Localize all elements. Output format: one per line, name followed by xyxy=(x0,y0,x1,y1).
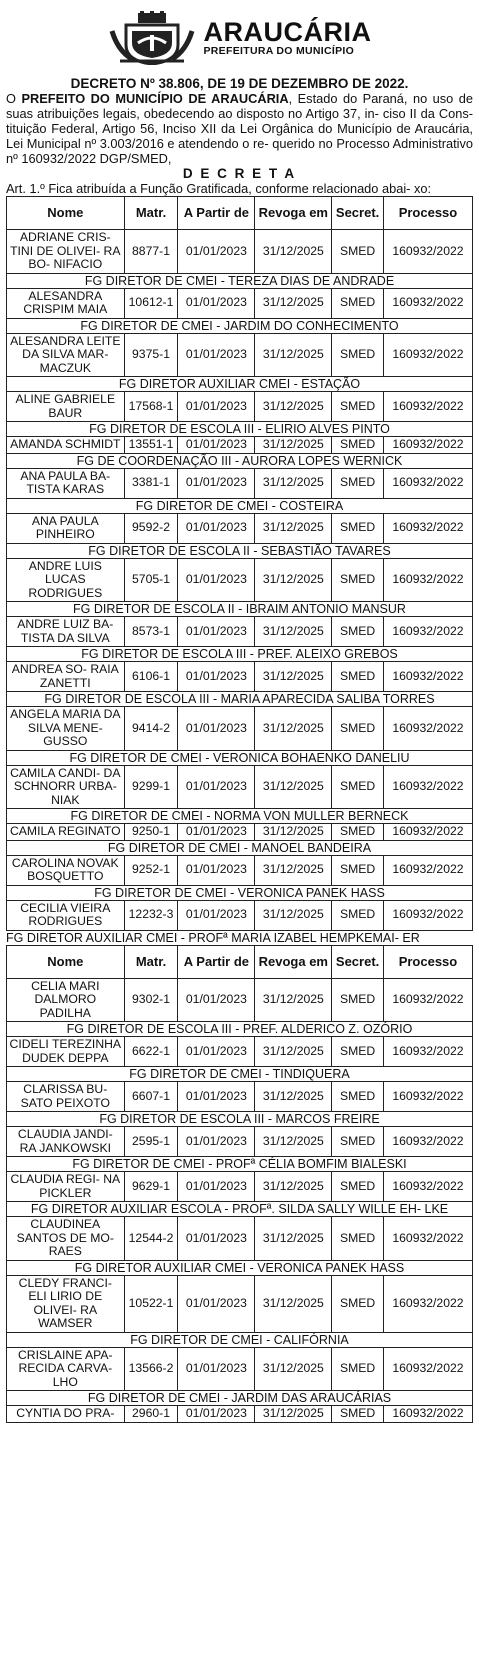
cell-processo: 160932/2022 xyxy=(383,1406,472,1423)
cell-apartir: 01/01/2023 xyxy=(178,230,255,274)
cell-processo: 160932/2022 xyxy=(383,230,472,274)
col-apartir: A Partir de xyxy=(178,197,255,230)
cell-nome: CECILIA VIEIRA RODRIGUES xyxy=(7,900,125,930)
function-row xyxy=(7,840,473,855)
table-row xyxy=(7,468,473,498)
cell-apartir: 01/01/2023 xyxy=(178,288,255,318)
table-row xyxy=(7,1347,473,1391)
cell-revoga: 31/12/2025 xyxy=(255,1275,332,1332)
cell-apartir: 01/01/2023 xyxy=(178,978,255,1022)
function-label: FG DIRETOR DE ESCOLA III - PREF. ALEIXO GREBOS xyxy=(7,647,473,662)
cell-secret: SMED xyxy=(332,230,384,274)
col-matr: Matr. xyxy=(124,197,178,230)
cell-matr: 9375-1 xyxy=(124,333,178,377)
cell-apartir: 01/01/2023 xyxy=(178,662,255,692)
cell-processo: 160932/2022 xyxy=(383,333,472,377)
function-label: FG DIRETOR DE ESCOLA III - PREF. ALDERICO Z. OZÓRIO xyxy=(7,1022,473,1037)
cell-secret: SMED xyxy=(332,1347,384,1391)
cell-secret: SMED xyxy=(332,1082,384,1112)
col-revoga: Revoga em xyxy=(255,197,332,230)
cell-nome: CLEDY FRANCI- ELI LIRIO DE OLIVEI- RA WAMSER xyxy=(7,1275,125,1332)
function-label: FG DIRETOR DE CMEI - NORMA VON MULLER BERNECK xyxy=(7,809,473,824)
cell-revoga: 31/12/2025 xyxy=(255,333,332,377)
function-label: FG DIRETOR DE ESCOLA III - ELIRIO ALVES PINTO xyxy=(7,422,473,437)
cell-processo: 160932/2022 xyxy=(383,1082,472,1112)
cell-processo: 160932/2022 xyxy=(383,1037,472,1067)
cell-nome: CIDELI TEREZINHA DUDEK DEPPA xyxy=(7,1037,125,1067)
function-row xyxy=(7,1022,473,1037)
table-row xyxy=(7,513,473,543)
function-label: FG DIRETOR DE CMEI - VERONICA BOHAENKO DANELIU xyxy=(7,750,473,765)
cell-revoga: 31/12/2025 xyxy=(255,900,332,930)
table-header-row xyxy=(7,945,473,978)
table-row xyxy=(7,1217,473,1261)
cell-processo: 160932/2022 xyxy=(383,288,472,318)
function-label: FG DIRETOR DE CMEI - COSTEIRA xyxy=(7,498,473,513)
cell-apartir: 01/01/2023 xyxy=(178,1406,255,1423)
cell-apartir: 01/01/2023 xyxy=(178,1172,255,1202)
cell-matr: 13551-1 xyxy=(124,437,178,454)
function-label: FG DIRETOR DE CMEI - PROFª CÉLIA BOMFIM BIALESKI xyxy=(7,1157,473,1172)
cell-secret: SMED xyxy=(332,1127,384,1157)
function-label: FG DIRETOR DE ESCOLA III - MARIA APARECIDA SALIBA TORRES xyxy=(7,692,473,707)
cell-matr: 6607-1 xyxy=(124,1082,178,1112)
cell-nome: CRISLAINE APA- RECIDA CARVA- LHO xyxy=(7,1347,125,1391)
cell-secret: SMED xyxy=(332,468,384,498)
cell-apartir: 01/01/2023 xyxy=(178,437,255,454)
function-row xyxy=(7,453,473,468)
cell-revoga: 31/12/2025 xyxy=(255,617,332,647)
cell-nome: ALESANDRA CRISPIM MAIA xyxy=(7,288,125,318)
function-label: FG DIRETOR AUXILIAR ESCOLA - PROFª. SILDA SALLY WILLE EH- LKE xyxy=(7,1202,473,1217)
function-row xyxy=(7,809,473,824)
cell-apartir: 01/01/2023 xyxy=(178,707,255,751)
cell-matr: 8573-1 xyxy=(124,617,178,647)
cell-nome: CLARISSA BU- SATO PEIXOTO xyxy=(7,1082,125,1112)
cell-revoga: 31/12/2025 xyxy=(255,230,332,274)
function-row xyxy=(7,1332,473,1347)
cell-revoga: 31/12/2025 xyxy=(255,513,332,543)
function-row xyxy=(7,1202,473,1217)
cell-secret: SMED xyxy=(332,558,384,602)
cell-revoga: 31/12/2025 xyxy=(255,288,332,318)
cell-processo: 160932/2022 xyxy=(383,824,472,841)
cell-matr: 9299-1 xyxy=(124,765,178,809)
cell-nome: ANDREA SO- RAIA ZANETTI xyxy=(7,662,125,692)
function-row xyxy=(7,1067,473,1082)
cell-revoga: 31/12/2025 xyxy=(255,437,332,454)
col-secret: Secret. xyxy=(332,197,384,230)
loose-function-line: FG DIRETOR AUXILIAR CMEI - PROFª MARIA IZABEL HEMPKEMAI- ER xyxy=(6,930,420,945)
function-row xyxy=(7,647,473,662)
cell-apartir: 01/01/2023 xyxy=(178,1127,255,1157)
col-nome: Nome xyxy=(7,945,125,978)
function-row xyxy=(7,1157,473,1172)
cell-processo: 160932/2022 xyxy=(383,1275,472,1332)
table-row xyxy=(7,288,473,318)
cell-nome: ADRIANE CRIS- TINI DE OLIVEI- RA BO- NIFACIO xyxy=(7,230,125,274)
cell-apartir: 01/01/2023 xyxy=(178,1275,255,1332)
function-label: FG DIRETOR AUXILIAR CMEI - ESTAÇÃO xyxy=(7,377,473,392)
cell-nome: ANDRE LUIZ BA- TISTA DA SILVA xyxy=(7,617,125,647)
cell-matr: 9414-2 xyxy=(124,707,178,751)
decree-title: DECRETO Nº 38.806, DE 19 DE DEZEMBRO DE 2022. xyxy=(70,76,409,91)
table-row xyxy=(7,1275,473,1332)
cell-matr: 12544-2 xyxy=(124,1217,178,1261)
cell-apartir: 01/01/2023 xyxy=(178,617,255,647)
cell-secret: SMED xyxy=(332,707,384,751)
function-row xyxy=(7,1260,473,1275)
cell-matr: 10522-1 xyxy=(124,1275,178,1332)
cell-nome: ANA PAULA PINHEIRO xyxy=(7,513,125,543)
cell-processo: 160932/2022 xyxy=(383,662,472,692)
cell-processo: 160932/2022 xyxy=(383,707,472,751)
table-row xyxy=(7,1406,473,1423)
table-row xyxy=(7,333,473,377)
cell-processo: 160932/2022 xyxy=(383,617,472,647)
cell-apartir: 01/01/2023 xyxy=(178,558,255,602)
cell-secret: SMED xyxy=(332,288,384,318)
cell-nome: ANA PAULA BA- TISTA KARAS xyxy=(7,468,125,498)
function-row xyxy=(7,318,473,333)
cell-processo: 160932/2022 xyxy=(383,1172,472,1202)
cell-apartir: 01/01/2023 xyxy=(178,824,255,841)
table-row xyxy=(7,824,473,841)
preamble-lead: O xyxy=(6,91,22,106)
cell-apartir: 01/01/2023 xyxy=(178,1082,255,1112)
table-row xyxy=(7,1082,473,1112)
cell-revoga: 31/12/2025 xyxy=(255,1172,332,1202)
cell-revoga: 31/12/2025 xyxy=(255,765,332,809)
cell-apartir: 01/01/2023 xyxy=(178,468,255,498)
cell-matr: 5705-1 xyxy=(124,558,178,602)
cell-apartir: 01/01/2023 xyxy=(178,1347,255,1391)
function-row xyxy=(7,377,473,392)
function-row xyxy=(7,1391,473,1406)
cell-matr: 6106-1 xyxy=(124,662,178,692)
function-row xyxy=(7,273,473,288)
cell-processo: 160932/2022 xyxy=(383,468,472,498)
cell-nome: ALESANDRA LEITE DA SILVA MAR- MACZUK xyxy=(7,333,125,377)
cell-matr: 13566-2 xyxy=(124,1347,178,1391)
table-row xyxy=(7,1127,473,1157)
cell-apartir: 01/01/2023 xyxy=(178,855,255,885)
cell-nome: CELIA MARI DALMORO PADILHA xyxy=(7,978,125,1022)
cell-secret: SMED xyxy=(332,1217,384,1261)
cell-secret: SMED xyxy=(332,1406,384,1423)
function-label: FG DIRETOR DE CMEI - MANOEL BANDEIRA xyxy=(7,840,473,855)
cell-matr: 6622-1 xyxy=(124,1037,178,1067)
function-row xyxy=(7,602,473,617)
cell-apartir: 01/01/2023 xyxy=(178,513,255,543)
cell-nome: ALINE GABRIELE BAUR xyxy=(7,392,125,422)
function-label: FG DIRETOR DE CMEI - JARDIM DAS ARAUCÁRIAS xyxy=(7,1391,473,1406)
cell-secret: SMED xyxy=(332,824,384,841)
cell-secret: SMED xyxy=(332,662,384,692)
cell-processo: 160932/2022 xyxy=(383,437,472,454)
cell-secret: SMED xyxy=(332,513,384,543)
function-row xyxy=(7,543,473,558)
cell-revoga: 31/12/2025 xyxy=(255,855,332,885)
assignment-table-2 xyxy=(6,945,473,1423)
function-row xyxy=(7,1112,473,1127)
cell-processo: 160932/2022 xyxy=(383,978,472,1022)
cell-secret: SMED xyxy=(332,1172,384,1202)
cell-secret: SMED xyxy=(332,900,384,930)
col-secret: Secret. xyxy=(332,945,384,978)
cell-nome: CLAUDIA REGI- NA PICKLER xyxy=(7,1172,125,1202)
preamble-bold: PREFEITO DO MUNICÍPIO DE ARAUCÁRIA xyxy=(21,91,289,106)
cell-matr: 9592-2 xyxy=(124,513,178,543)
table-row xyxy=(7,978,473,1022)
cell-revoga: 31/12/2025 xyxy=(255,1217,332,1261)
cell-nome: ANGELA MARIA DA SILVA MENE- GUSSO xyxy=(7,707,125,751)
cell-revoga: 31/12/2025 xyxy=(255,707,332,751)
function-label: FG DIRETOR AUXILIAR CMEI - VERONICA PANEK HASS xyxy=(7,1260,473,1275)
col-nome: Nome xyxy=(7,197,125,230)
cell-revoga: 31/12/2025 xyxy=(255,978,332,1022)
function-label: FG DIRETOR DE ESCOLA III - MARCOS FREIRE xyxy=(7,1112,473,1127)
cell-matr: 12232-3 xyxy=(124,900,178,930)
cell-revoga: 31/12/2025 xyxy=(255,1037,332,1067)
cell-matr: 3381-1 xyxy=(124,468,178,498)
function-label: FG DIRETOR DE ESCOLA II - SEBASTIÃO TAVARES xyxy=(7,543,473,558)
table-row xyxy=(7,617,473,647)
function-row xyxy=(7,498,473,513)
cell-matr: 9250-1 xyxy=(124,824,178,841)
cell-apartir: 01/01/2023 xyxy=(178,333,255,377)
article-1: Art. 1.º Fica atribuída a Função Gratificada, conforme relacionado abai- xo: xyxy=(6,181,432,196)
cell-matr: 2595-1 xyxy=(124,1127,178,1157)
cell-secret: SMED xyxy=(332,765,384,809)
cell-secret: SMED xyxy=(332,855,384,885)
table-row xyxy=(7,765,473,809)
cell-secret: SMED xyxy=(332,617,384,647)
cell-processo: 160932/2022 xyxy=(383,513,472,543)
col-revoga: Revoga em xyxy=(255,945,332,978)
cell-processo: 160932/2022 xyxy=(383,900,472,930)
table-row xyxy=(7,437,473,454)
cell-matr: 9252-1 xyxy=(124,855,178,885)
cell-processo: 160932/2022 xyxy=(383,1127,472,1157)
table-row xyxy=(7,707,473,751)
cell-apartir: 01/01/2023 xyxy=(178,900,255,930)
cell-revoga: 31/12/2025 xyxy=(255,1082,332,1112)
cell-revoga: 31/12/2025 xyxy=(255,1347,332,1391)
col-processo: Processo xyxy=(383,945,472,978)
function-label: FG DIRETOR DE CMEI - CALIFÓRNIA xyxy=(7,1332,473,1347)
function-row xyxy=(7,750,473,765)
cell-processo: 160932/2022 xyxy=(383,392,472,422)
brand xyxy=(204,19,372,57)
function-row xyxy=(7,692,473,707)
col-matr: Matr. xyxy=(124,945,178,978)
cell-secret: SMED xyxy=(332,1275,384,1332)
cell-apartir: 01/01/2023 xyxy=(178,765,255,809)
decreta-heading: D E C R E T A xyxy=(182,166,297,181)
function-label: FG DIRETOR DE CMEI - TINDIQUERA xyxy=(7,1067,473,1082)
assignment-table-1 xyxy=(6,196,473,931)
decree-page xyxy=(6,0,473,1423)
cell-revoga: 31/12/2025 xyxy=(255,392,332,422)
cell-secret: SMED xyxy=(332,437,384,454)
cell-secret: SMED xyxy=(332,978,384,1022)
table-row xyxy=(7,392,473,422)
brand-subtitle: PREFEITURA DO MUNICÍPIO xyxy=(203,45,355,57)
cell-nome: CAROLINA NOVAK BOSQUETTO xyxy=(7,855,125,885)
cell-revoga: 31/12/2025 xyxy=(255,468,332,498)
table-row xyxy=(7,1172,473,1202)
cell-nome: AMANDA SCHMIDT xyxy=(7,437,125,454)
cell-processo: 160932/2022 xyxy=(383,1347,472,1391)
header xyxy=(6,8,473,68)
cell-revoga: 31/12/2025 xyxy=(255,662,332,692)
table-row xyxy=(7,855,473,885)
cell-nome: CAMILA REGINATO xyxy=(7,824,125,841)
table-row xyxy=(7,662,473,692)
table-body-1 xyxy=(7,230,473,931)
function-row xyxy=(7,422,473,437)
cell-secret: SMED xyxy=(332,1037,384,1067)
cell-secret: SMED xyxy=(332,392,384,422)
cell-revoga: 31/12/2025 xyxy=(255,1127,332,1157)
cell-matr: 9629-1 xyxy=(124,1172,178,1202)
municipal-coat-of-arms-icon xyxy=(108,11,196,65)
col-apartir: A Partir de xyxy=(178,945,255,978)
cell-secret: SMED xyxy=(332,333,384,377)
table-row xyxy=(7,1037,473,1067)
function-label: FG DIRETOR DE CMEI - JARDIM DO CONHECIMENTO xyxy=(7,318,473,333)
cell-revoga: 31/12/2025 xyxy=(255,558,332,602)
table-header-row xyxy=(7,197,473,230)
cell-processo: 160932/2022 xyxy=(383,1217,472,1261)
cell-matr: 17568-1 xyxy=(124,392,178,422)
cell-nome: ANDRE LUIS LUCAS RODRIGUES xyxy=(7,558,125,602)
table-row xyxy=(7,230,473,274)
cell-processo: 160932/2022 xyxy=(383,855,472,885)
function-label: FG DIRETOR DE CMEI - VERONICA PANEK HASS xyxy=(7,885,473,900)
cell-processo: 160932/2022 xyxy=(383,558,472,602)
col-processo: Processo xyxy=(383,197,472,230)
cell-matr: 10612-1 xyxy=(124,288,178,318)
function-label: FG DIRETOR DE ESCOLA II - IBRAIM ANTONIO MANSUR xyxy=(7,602,473,617)
table-row xyxy=(7,558,473,602)
cell-nome: CAMILA CANDI- DA SCHNORR URBA- NIAK xyxy=(7,765,125,809)
function-row xyxy=(7,885,473,900)
cell-revoga: 31/12/2025 xyxy=(255,1406,332,1423)
preamble-rest: , Estado do Paraná, no uso de suas atribuições legais, obedecendo ao disposto no Artigo 37, in- ciso II da Cons- tituição Federal, Artigo 56, Inciso XII da Lei Orgânica do Município de Araucária, Lei Municipal nº 3.003/2016 e atendendo o re- querido no Processo Administrativo nº 160932/2022 DGP/SMED, xyxy=(6,91,473,166)
cell-apartir: 01/01/2023 xyxy=(178,392,255,422)
cell-nome: CLAUDINEA SANTOS DE MO- RAES xyxy=(7,1217,125,1261)
function-label: FG DIRETOR DE CMEI - TEREZA DIAS DE ANDRADE xyxy=(7,273,473,288)
decree-preamble xyxy=(6,91,473,166)
cell-matr: 8877-1 xyxy=(124,230,178,274)
brand-name: ARAUCÁRIA xyxy=(203,17,372,47)
cell-processo: 160932/2022 xyxy=(383,765,472,809)
cell-matr: 9302-1 xyxy=(124,978,178,1022)
function-label: FG DE COORDENAÇÃO III - AURORA LOPES WERNICK xyxy=(7,453,473,468)
cell-revoga: 31/12/2025 xyxy=(255,824,332,841)
cell-matr: 2960-1 xyxy=(124,1406,178,1423)
table-row xyxy=(7,900,473,930)
cell-nome: CLAUDIA JANDI- RA JANKOWSKI xyxy=(7,1127,125,1157)
cell-nome: CYNTIA DO PRA- xyxy=(7,1406,125,1423)
table-body-2 xyxy=(7,978,473,1422)
cell-apartir: 01/01/2023 xyxy=(178,1217,255,1261)
cell-apartir: 01/01/2023 xyxy=(178,1037,255,1067)
